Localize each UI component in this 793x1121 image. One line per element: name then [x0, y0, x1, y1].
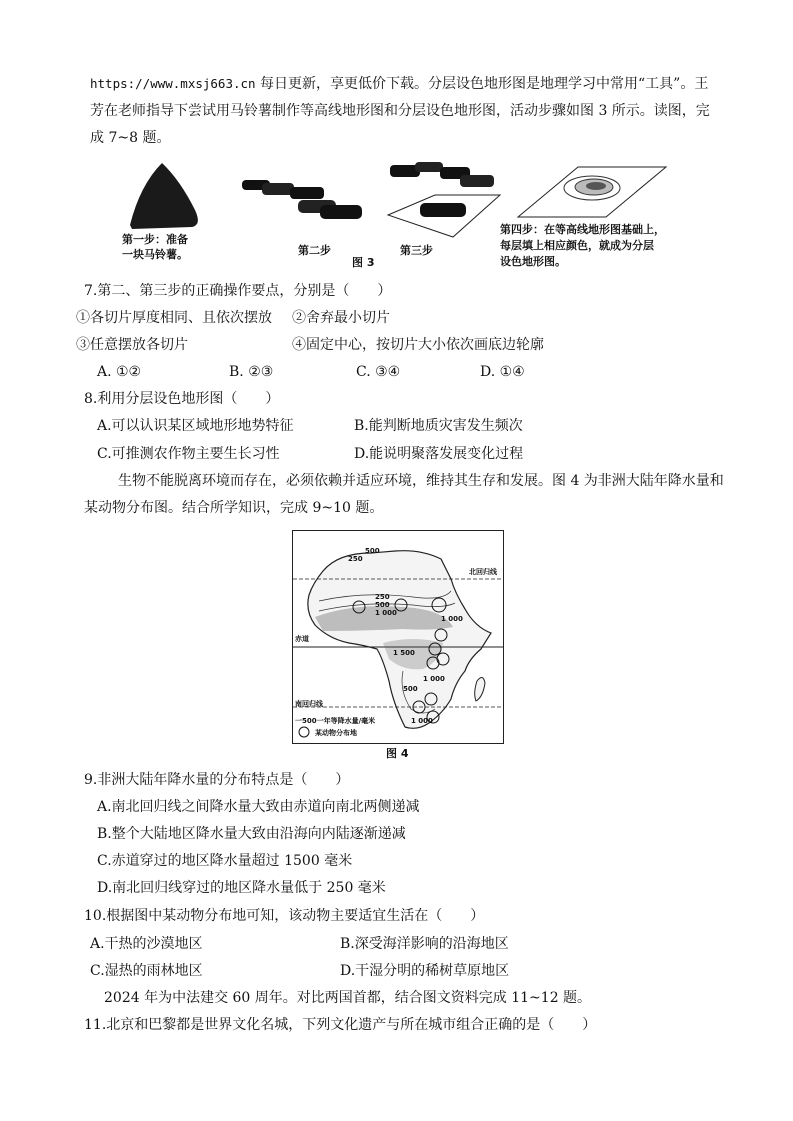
q7-option-c[interactable]: C. ③④ [356, 364, 401, 380]
q8-stem: 8.利用分层设色地形图（ ） [84, 391, 280, 407]
figure-3-caption: 图 3 [352, 256, 375, 269]
africa-outline [308, 551, 491, 729]
isohyet-500-label: 500 [365, 547, 380, 555]
isohyet-500c-label: 500 [403, 685, 418, 693]
isohyet-250b-label: 250 [375, 593, 390, 601]
intro-line-2: 芳在老师指导下尝试用马铃薯制作等高线地形图和分层设色地形图，活动步骤如图 3 所示。读图，完 [90, 103, 710, 119]
isohyet-1000d-label: 1 000 [411, 717, 433, 725]
step3-caption: 第三步 [400, 244, 433, 257]
q7-item-4: ④固定中心，按切片大小依次画底边轮廓 [292, 337, 544, 353]
step4-caption-line1: 第四步：在等高线地形图基础上， [500, 223, 665, 236]
q7-option-b[interactable]: B. ②③ [229, 364, 274, 380]
q11-stem: 11.北京和巴黎都是世界文化名城，下列文化遗产与所在城市组合正确的是（ ） [84, 1017, 597, 1033]
figure-4-map [292, 530, 504, 744]
legend-isohyet-label: 一500一年等降水量/毫米 [295, 717, 376, 725]
intro-line-1 [90, 74, 708, 94]
q8-option-c[interactable]: C.可推测农作物主要生长习性 [97, 446, 280, 462]
q9-option-c[interactable]: C.赤道穿过的地区降水量超过 1500 毫米 [97, 853, 353, 869]
q10-option-a[interactable]: A.干热的沙漠地区 [90, 936, 203, 952]
q9-option-b[interactable]: B.整个大陆地区降水量大致由沿海向内陆逐渐递减 [97, 826, 406, 842]
isohyet-1000c-label: 1 000 [423, 675, 445, 683]
passage-3: 2024 年为中法建交 60 周年。对比两国首都，结合图文资料完成 11~12 题。 [104, 990, 592, 1006]
isohyet-1500-label: 1 500 [393, 649, 415, 657]
q8-option-b[interactable]: B.能判断地质灾害发生频次 [354, 418, 523, 434]
isohyet-500b-label: 500 [375, 601, 390, 609]
isohyet-1000b-label: 1 000 [441, 615, 463, 623]
equator-label: 赤道 [295, 635, 309, 643]
q8-option-d[interactable]: D.能说明聚落发展变化过程 [354, 446, 524, 462]
q9-option-a[interactable]: A.南北回归线之间降水量大致由赤道向南北两侧递减 [97, 799, 420, 815]
step4-caption-line3: 设色地形图。 [500, 255, 566, 268]
q7-stem: 7.第二、第三步的正确操作要点，分别是（ ） [84, 283, 392, 299]
q9-option-d[interactable]: D.南北回归线穿过的地区降水量低于 250 毫米 [97, 880, 386, 896]
africa-map-drawing [293, 531, 503, 743]
step1-caption-line1: 第一步：准备 [122, 233, 188, 246]
isohyet-250-label: 250 [348, 555, 363, 563]
board-with-slice-icon [388, 162, 500, 237]
q10-stem: 10.根据图中某动物分布地可知，该动物主要适宜生活在（ ） [84, 908, 485, 924]
intro-line-3: 成 7~8 题。 [90, 130, 171, 146]
q9-stem: 9.非洲大陆年降水量的分布特点是（ ） [84, 772, 350, 788]
tropic-south-label: 南回归线 [295, 700, 323, 708]
step4-caption-line2: 每层填上相应颜色，就成为分层 [500, 239, 654, 252]
intro-line-1-text: 每日更新，享更低价下载。分层设色地形图是地理学习中常用“工具”。王 [255, 76, 709, 92]
legend-circle-icon [299, 727, 309, 737]
q10-option-c[interactable]: C.湿热的雨林地区 [90, 963, 203, 979]
q7-item-2: ②舍弃最小切片 [292, 310, 390, 326]
q7-option-d[interactable]: D. ①④ [480, 364, 525, 380]
madagascar-outline [475, 677, 485, 701]
legend-animal-label: 某动物分布地 [315, 729, 357, 737]
q8-option-a[interactable]: A.可以认识某区域地形地势特征 [97, 418, 294, 434]
source-url: https://www.mxsj663.cn [90, 76, 256, 91]
isohyet-1000-label: 1 000 [375, 609, 397, 617]
q10-option-b[interactable]: B.深受海洋影响的沿海地区 [340, 936, 509, 952]
step2-caption: 第二步 [298, 244, 331, 257]
figure-3 [100, 155, 700, 275]
q7-item-1: ①各切片厚度相同、且依次摆放 [76, 310, 272, 326]
tropic-north-label: 北回归线 [469, 568, 497, 576]
step1-caption-line2: 一块马铃薯。 [122, 248, 188, 261]
passage-2-line-2: 某动物分布图。结合所学知识，完成 9~10 题。 [84, 500, 384, 516]
figure-4-caption: 图 4 [386, 747, 409, 760]
q10-option-d[interactable]: D.干湿分明的稀树草原地区 [340, 963, 510, 979]
passage-2-line-1: 生物不能脱离环境而存在，必须依赖并适应环境，维持其生存和发展。图 4 为非洲大陆年降水量和 [118, 473, 724, 489]
q7-option-a[interactable]: A. ①② [97, 364, 142, 380]
potato-icon [130, 163, 198, 229]
potato-slices-icon [242, 180, 362, 219]
contour-map-icon [518, 167, 666, 217]
q7-item-3: ③任意摆放各切片 [76, 337, 188, 353]
